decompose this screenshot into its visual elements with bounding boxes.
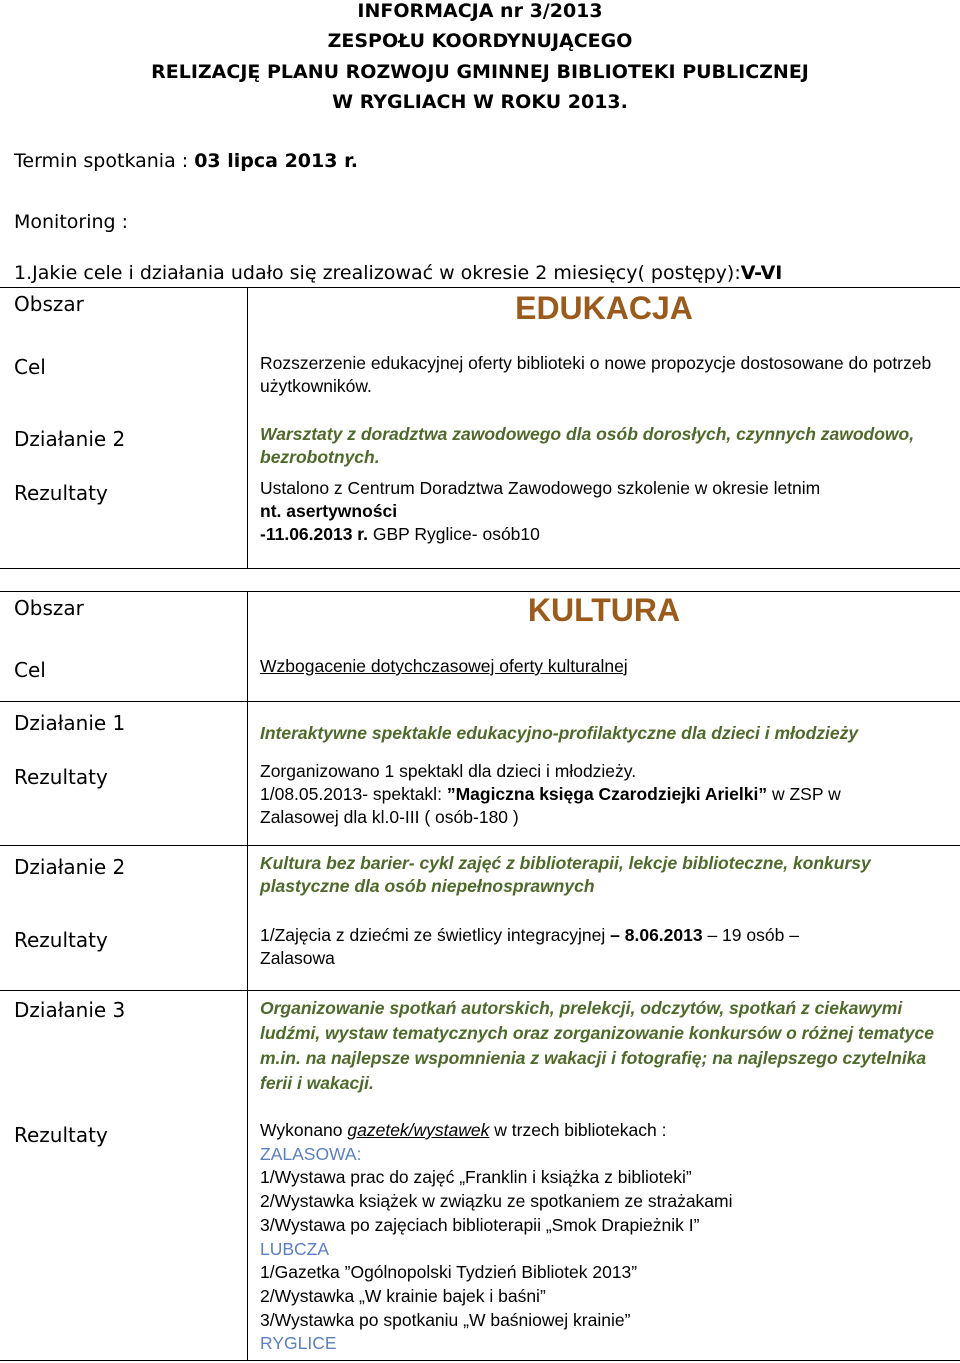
kul-r3-item: 2/Wystawka książek w związku ze spotkaniem ze strażakami xyxy=(260,1191,733,1212)
kul-title: KULTURA xyxy=(527,592,681,628)
kul-r1-place: w ZSP w xyxy=(767,784,841,804)
kul-r2-line2: Zalasowa xyxy=(260,948,335,968)
edu-dzialanie-label: Działanie 2 xyxy=(14,427,126,451)
edu-rez-line1: Ustalono z Centrum Doradztwa Zawodowego szkolenie w okresie letnim xyxy=(260,478,821,498)
doc-title-line2: ZESPOŁU KOORDYNUJĄCEGO xyxy=(327,30,633,52)
edu-dzialanie-text: Warsztaty z doradztwa zawodowego dla osób dorosłych, czynnych zawodowo, bezrobotnych. xyxy=(260,424,915,467)
kul-obszar-label: Obszar xyxy=(14,596,84,620)
kul-r2-count: – 19 osób – xyxy=(702,925,799,945)
kul-r1-date: 1/08.05.2013 xyxy=(260,784,363,804)
question-months: V-VI xyxy=(740,262,783,284)
kul-d3-label: Działanie 3 xyxy=(14,998,126,1022)
question xyxy=(14,262,782,284)
table1-column-divider xyxy=(247,287,248,568)
kul-r3-label: Rezultaty xyxy=(14,1123,108,1147)
kul-cel-text: Wzbogacenie dotychczasowej oferty kulturalnej xyxy=(260,656,628,676)
edu-rez-line2: nt. asertywności xyxy=(260,501,398,521)
kul-d1-text: Interaktywne spektakle edukacyjno-profilaktyczne dla dzieci i młodzieży xyxy=(260,723,859,743)
kul-r3-text xyxy=(260,1119,950,1356)
edu-cel-text: Rozszerzenie edukacyjnej oferty biblioteki o nowe propozycje dostosowane do potrzeb użytkowników. xyxy=(260,353,932,396)
doc-title-line3: RELIZACJĘ PLANU ROZWOJU GMINNEJ BIBLIOTEKI PUBLICZNEJ xyxy=(151,61,809,83)
table1-top-border xyxy=(0,287,960,288)
kul-r3-item: 1/Gazetka ”Ogólnopolski Tydzień Bibliotek 2013” xyxy=(260,1262,638,1283)
kul-r1-label: Rezultaty xyxy=(14,765,108,789)
meeting-label: Termin spotkania : xyxy=(14,150,195,172)
kul-d2-text: Kultura bez barier- cykl zajęć z biblioterapii, lekcje biblioteczne, konkursy plastyczne dla osób niepełnosprawnych xyxy=(260,853,871,896)
kul-r3-item: 3/Wystawa po zajęciach biblioterapii „Smok Drapieżnik I” xyxy=(260,1214,700,1235)
kul-r1-spektakl: - spektakl: xyxy=(362,784,447,804)
table1-bottom-border xyxy=(0,568,960,569)
table2-column-divider xyxy=(247,591,248,1360)
kul-r3-item: 1/Wystawa prac do zajęć „Franklin i książka z biblioteki” xyxy=(260,1167,692,1188)
table2-row-divider-3 xyxy=(0,990,960,991)
table2-row-divider-1 xyxy=(0,701,960,702)
kul-r2-line1 xyxy=(260,924,950,947)
kul-r3-library-ryglice: RYGLICE xyxy=(260,1333,337,1354)
kul-d3-text: Organizowanie spotkań autorskich, prelekcji, odczytów, spotkań z ciekawymi ludźmi, wystaw tematycznych oraz zorganizowanie konkursów o różnej tematyce m.in. na najlepsze wspomnienia z wakacji i fotografię; na najlepszego czytelnika ferii i wakacji. xyxy=(260,998,934,1093)
kul-r2-text xyxy=(260,924,950,970)
kul-r1-title: ”Magiczna księga Czarodziejki Arielki” xyxy=(446,784,768,804)
edu-rezultaty-label: Rezultaty xyxy=(14,481,108,505)
kul-r3-item: 3/Wystawka po spotkaniu „W baśniowej krainie” xyxy=(260,1309,631,1330)
kul-r2-label: Rezultaty xyxy=(14,928,108,952)
edu-rezultaty-text xyxy=(260,477,950,546)
kul-r1-line3: Zalasowej dla kl.0-III ( osób-180 ) xyxy=(260,807,519,827)
edu-title: EDUKACJA xyxy=(515,290,693,326)
kul-r2-date: – 8.06.2013 xyxy=(610,925,703,945)
kul-cel-label: Cel xyxy=(14,658,46,682)
edu-rez-line3 xyxy=(260,523,950,546)
kul-r3-item: 2/Wystawka „W krainie bajek i baśni” xyxy=(260,1285,546,1306)
edu-rez-place: GBP Ryglice- osób10 xyxy=(368,524,540,544)
edu-cel-label: Cel xyxy=(14,355,46,379)
kul-r1-text xyxy=(260,760,950,829)
kul-r3-intro-c: w trzech bibliotekach : xyxy=(489,1120,667,1140)
kul-r2-activity: 1/Zajęcia z dziećmi ze świetlicy integracyjnej xyxy=(260,925,611,945)
doc-title-line1: INFORMACJA nr 3/2013 xyxy=(357,0,603,22)
kul-r1-line1: Zorganizowano 1 spektakl dla dzieci i młodzieży. xyxy=(260,761,637,781)
table2-row-divider-2 xyxy=(0,845,960,846)
kul-r3-intro-a: Wykonano xyxy=(260,1120,348,1140)
kul-d1-label: Działanie 1 xyxy=(14,711,126,735)
monitoring-label: Monitoring : xyxy=(14,211,129,233)
meeting-date xyxy=(14,150,358,172)
question-text: 1.Jakie cele i działania udało się zrealizować w okresie 2 miesięcy( postępy): xyxy=(14,262,741,284)
edu-rez-date: -11.06.2013 r. xyxy=(260,524,369,544)
doc-title-line4: W RYGLIACH W ROKU 2013. xyxy=(332,91,628,113)
kul-r3-intro-b: gazetek/wystawek xyxy=(347,1120,490,1140)
kul-d2-label: Działanie 2 xyxy=(14,855,126,879)
kul-r3-library-zalasowa: ZALASOWA: xyxy=(260,1143,362,1164)
table2-bottom-border xyxy=(0,1360,960,1361)
kul-r1-line2 xyxy=(260,783,950,806)
kul-r3-intro xyxy=(260,1119,950,1143)
edu-obszar-label: Obszar xyxy=(14,292,84,316)
meeting-value: 03 lipca 2013 r. xyxy=(194,150,358,172)
kul-r3-library-lubcza: LUBCZA xyxy=(260,1238,330,1259)
